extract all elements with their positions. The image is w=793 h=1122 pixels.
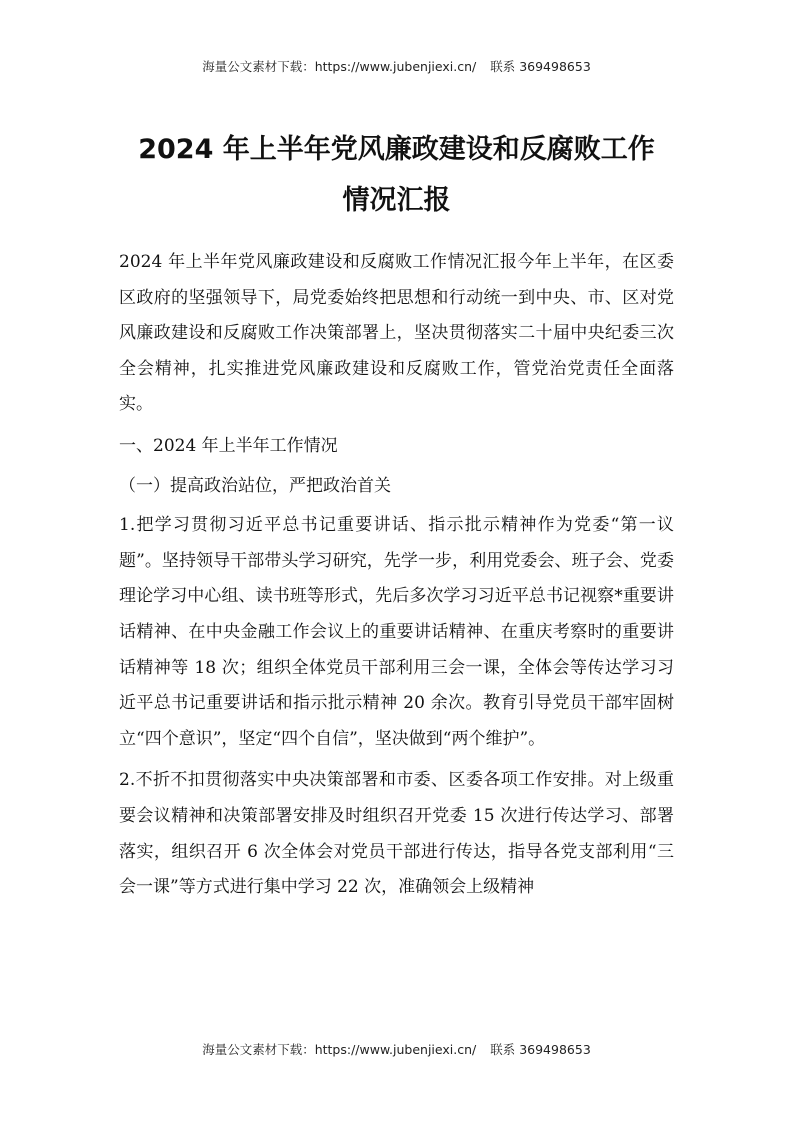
footer-contact: 联系 369498653	[490, 1042, 591, 1057]
page-footer	[0, 1040, 793, 1058]
document-title-line-2: 情况汇报	[342, 185, 451, 216]
paragraph-intro: 2024 年上半年党风廉政建设和反腐败工作情况汇报今年上半年，在区委区政府的坚强领导下，局党委始终把思想和行动统一到中央、市、区对党风廉政建设和反腐败工作决策部署上，坚决贯彻落实二十届中央纪委三次全会精神，扎实推进党风廉政建设和反腐败工作，管党治党责任全面落实。	[119, 252, 674, 415]
document-title-line-1: 2024 年上半年党风廉政建设和反腐败工作	[138, 134, 655, 165]
subsection-heading-1: （一）提高政治站位，严把政治首关	[119, 475, 391, 496]
paragraph-item-1: 1.把学习贯彻习近平总书记重要讲话、指示批示精神作为党委“第一议题”。坚持领导干部带头学习研究，先学一步，利用党委会、班子会、党委理论学习中心组、读书班等形式，先后多次学习习近平总书记视察*重要讲话精神、在中央金融工作会议上的重要讲话精神、在重庆考察时的重要讲话精神等 18 次；组织全体党员干部利用三会一课，全体会等传达学习习近平总书记重要讲话和指示批示精神 20 余次。教育引导党员干部牢固树立“四个意识”，坚定“四个自信”，坚决做到“两个维护”。	[119, 515, 674, 749]
paragraph-item-2: 2.不折不扣贯彻落实中央决策部署和市委、区委各项工作安排。对上级重要会议精神和决策部署安排及时组织召开党委 15 次进行传达学习、部署落实，组织召开 6 次全体会对党员干部进行传达，指导各党支部利用“三会一课”等方式进行集中学习 22 次，准确领会上级精神	[119, 770, 674, 898]
footer-download-text: 海量公文素材下载：https://www.jubenjiexi.cn/	[202, 1042, 477, 1057]
section-heading-1: 一、2024 年上半年工作情况	[119, 435, 338, 456]
document-body	[119, 245, 674, 912]
header-contact: 联系 369498653	[490, 59, 591, 74]
page-header	[0, 57, 793, 75]
header-download-text: 海量公文素材下载：https://www.jubenjiexi.cn/	[202, 59, 477, 74]
document-title	[0, 124, 793, 226]
